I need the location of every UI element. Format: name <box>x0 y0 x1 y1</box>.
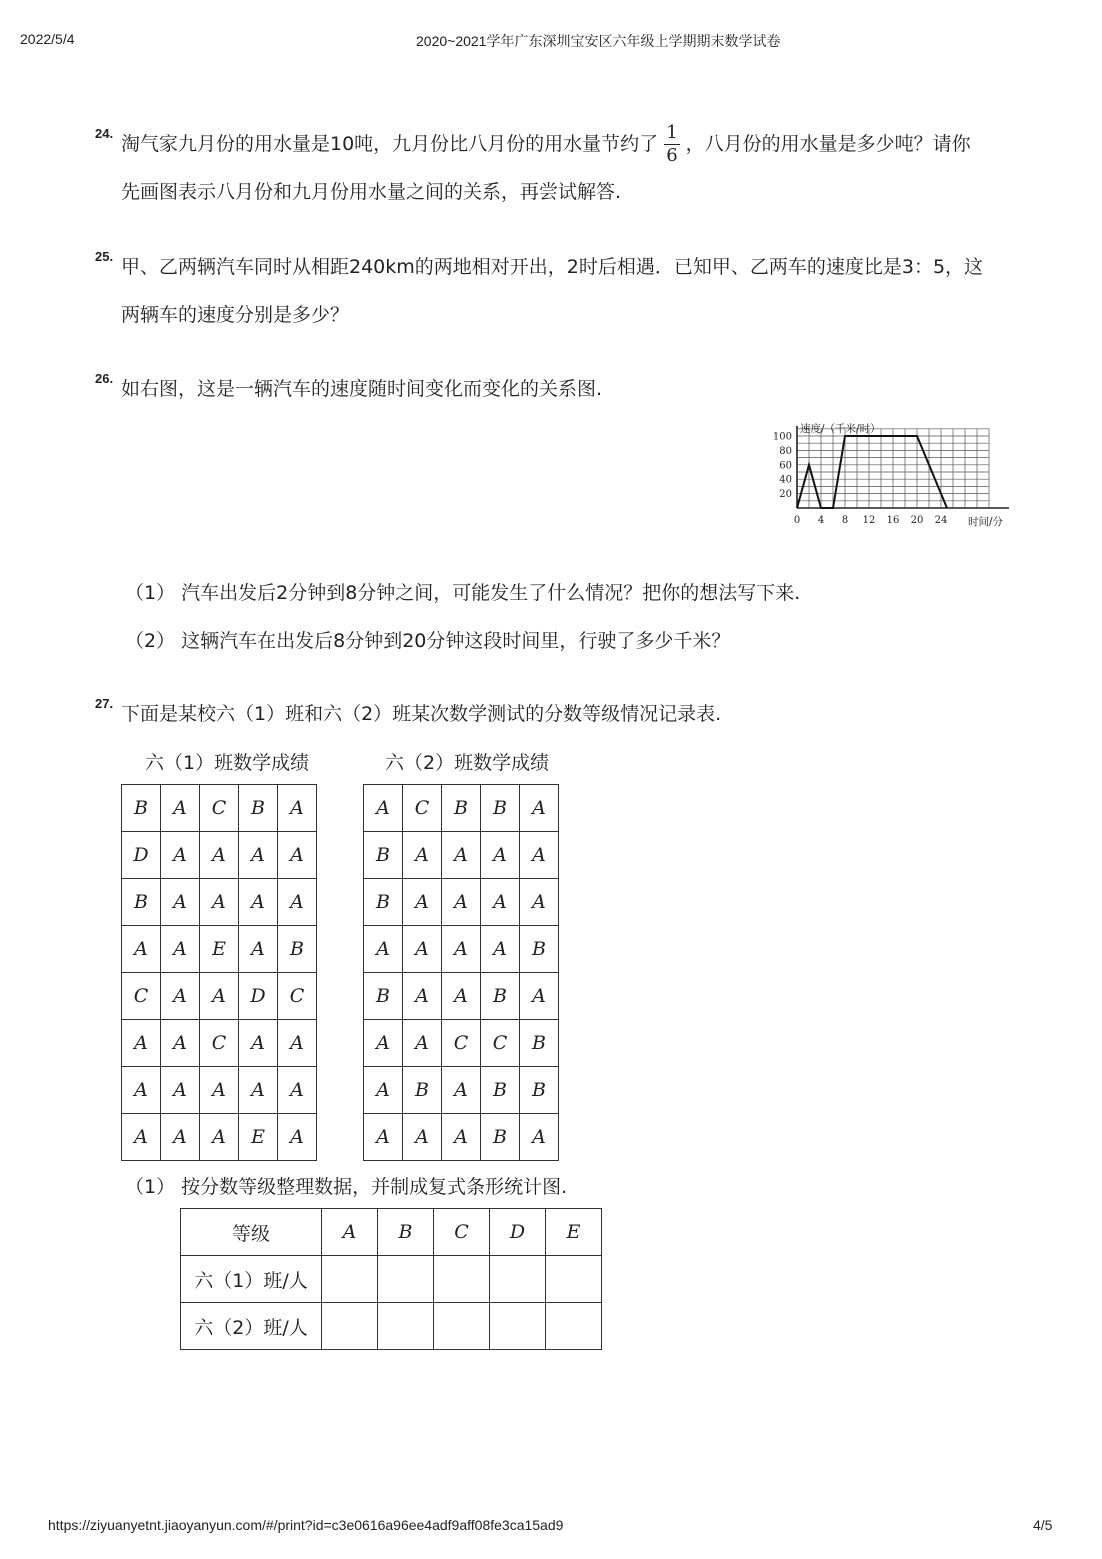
class2-cell: A <box>442 1067 481 1114</box>
question-text-part: 甲、乙两辆汽车同时从相距240km的两地相对开出，2时后相遇．已知甲、乙两车的速度比是3：5，这 <box>121 256 984 278</box>
x-axis-label: 时间/分 <box>968 516 1004 528</box>
question-number: 26. <box>95 371 114 386</box>
class2-cell: A <box>520 973 559 1020</box>
tally-blank-cell[interactable] <box>490 1303 546 1350</box>
class2-cell: A <box>481 832 520 879</box>
class2-cell: A <box>403 1020 442 1067</box>
question-number: 25. <box>95 249 114 264</box>
tally-grade-e: E <box>546 1209 602 1256</box>
class2-cell: B <box>520 1067 559 1114</box>
tally-blank-cell[interactable] <box>546 1303 602 1350</box>
class2-cell: B <box>364 832 403 879</box>
class2-cell: A <box>364 1020 403 1067</box>
class1-cell: B <box>239 785 278 832</box>
class1-cell: A <box>200 1114 239 1161</box>
question-text-part: 两辆车的速度分别是多少？ <box>121 304 350 326</box>
class1-cell: B <box>278 926 317 973</box>
class2-row <box>364 832 559 879</box>
class1-cell: A <box>122 926 161 973</box>
tally-row-label: 六（2）班/人 <box>181 1303 322 1350</box>
tally-row-class1 <box>181 1256 602 1303</box>
class2-cell: A <box>364 1114 403 1161</box>
class2-cell: B <box>364 879 403 926</box>
class1-cell: A <box>278 785 317 832</box>
class1-cell: A <box>122 1067 161 1114</box>
tally-blank-cell[interactable] <box>546 1256 602 1303</box>
class1-caption: 六（1）班数学成绩 <box>145 752 310 774</box>
class2-cell: B <box>481 973 520 1020</box>
question-text-part: ，八月份的用水量是多少吨？请你 <box>685 133 971 155</box>
class2-cell: A <box>364 1067 403 1114</box>
class1-cell: A <box>239 1067 278 1114</box>
class2-cell: A <box>442 973 481 1020</box>
question-26 <box>95 365 1015 413</box>
class1-row <box>122 832 317 879</box>
class2-row <box>364 1020 559 1067</box>
class1-cell: C <box>122 973 161 1020</box>
class2-cell: C <box>442 1020 481 1067</box>
x-tick-label: 20 <box>910 515 924 526</box>
y-tick-label: 40 <box>779 474 792 486</box>
class1-cell: A <box>161 1114 200 1161</box>
class1-cell: E <box>239 1114 278 1161</box>
question-25 <box>95 243 1015 339</box>
class2-row <box>364 973 559 1020</box>
class2-cell: A <box>481 926 520 973</box>
header-title: 2020~2021学年广东深圳宝安区六年级上学期期末数学试卷 <box>416 33 781 49</box>
tally-grade-a: A <box>322 1209 378 1256</box>
class2-cell: A <box>442 832 481 879</box>
class1-cell: A <box>239 1020 278 1067</box>
fraction-numerator: 1 <box>666 122 678 143</box>
class1-cell: A <box>278 1114 317 1161</box>
tally-grade-b: B <box>378 1209 434 1256</box>
x-tick-label: 12 <box>862 515 876 526</box>
class2-cell: A <box>442 926 481 973</box>
class2-cell: A <box>442 879 481 926</box>
class2-cell: B <box>442 785 481 832</box>
tally-blank-cell[interactable] <box>322 1256 378 1303</box>
class1-cell: A <box>200 832 239 879</box>
tally-grade-d: D <box>490 1209 546 1256</box>
tally-row-label: 六（1）班/人 <box>181 1256 322 1303</box>
fraction-denominator: 6 <box>666 145 678 166</box>
question-24 <box>95 120 1015 216</box>
class2-cell: A <box>364 926 403 973</box>
class2-cell: B <box>481 1114 520 1161</box>
tally-grade-c: C <box>434 1209 490 1256</box>
class2-row <box>364 785 559 832</box>
class2-cell: A <box>520 832 559 879</box>
footer-url[interactable]: https://ziyuanyetnt.jiaoyanyun.com/#/print?id=c3e0616a96ee4adf9aff08fe3ca15ad9 <box>48 1517 564 1533</box>
class2-cell: A <box>403 1114 442 1161</box>
grade-tally-table <box>180 1208 602 1350</box>
class1-cell: A <box>161 785 200 832</box>
q26-subquestion-1: （1） 汽车出发后2分钟到8分钟之间，可能发生了什么情况？把你的想法写下来. <box>125 582 801 604</box>
class1-cell: A <box>161 879 200 926</box>
class1-cell: C <box>200 1020 239 1067</box>
class1-cell: A <box>161 1020 200 1067</box>
class1-cell: C <box>200 785 239 832</box>
class2-cell: A <box>520 1114 559 1161</box>
y-tick-label: 20 <box>779 489 792 501</box>
tally-blank-cell[interactable] <box>378 1256 434 1303</box>
class1-row <box>122 973 317 1020</box>
class1-cell: A <box>278 1067 317 1114</box>
class2-row <box>364 926 559 973</box>
x-tick-label: 4 <box>817 515 825 526</box>
question-text <box>121 243 1015 339</box>
class2-row <box>364 1114 559 1161</box>
class2-cell: A <box>520 879 559 926</box>
class1-cell: A <box>122 1114 161 1161</box>
class1-row <box>122 879 317 926</box>
class2-row <box>364 879 559 926</box>
class1-row <box>122 1020 317 1067</box>
class1-cell: D <box>122 832 161 879</box>
class2-cell: C <box>481 1020 520 1067</box>
class2-row <box>364 1067 559 1114</box>
class1-cell: A <box>161 832 200 879</box>
class2-cell: B <box>481 785 520 832</box>
class2-cell: A <box>403 879 442 926</box>
tally-blank-cell[interactable] <box>378 1303 434 1350</box>
class2-cell: A <box>481 879 520 926</box>
tally-blank-cell[interactable] <box>434 1256 490 1303</box>
class1-cell: A <box>278 879 317 926</box>
class1-cell: A <box>239 926 278 973</box>
tally-header-row <box>181 1209 602 1256</box>
class2-cell: A <box>520 785 559 832</box>
class1-cell: A <box>200 1067 239 1114</box>
question-text-part: 淘气家九月份的用水量是10吨，九月份比八月份的用水量节约了 <box>121 133 659 155</box>
class2-cell: A <box>403 926 442 973</box>
y-tick-label: 60 <box>779 460 792 472</box>
class1-row <box>122 1067 317 1114</box>
class1-cell: B <box>122 879 161 926</box>
tally-row-class2 <box>181 1303 602 1350</box>
class2-cell: A <box>442 1114 481 1161</box>
class2-cell: A <box>403 973 442 1020</box>
x-tick-label: 0 <box>793 515 801 526</box>
header-date: 2022/5/4 <box>20 31 75 47</box>
y-axis-label: 速度/（千米/时） <box>800 423 881 435</box>
class2-cell: A <box>364 785 403 832</box>
class1-cell: A <box>278 832 317 879</box>
x-tick-label: 24 <box>934 515 948 526</box>
class1-cell: A <box>239 832 278 879</box>
question-text-part: 先画图表示八月份和九月份用水量之间的关系，再尝试解答. <box>121 181 622 203</box>
class1-cell: A <box>161 973 200 1020</box>
x-tick-label: 8 <box>841 515 849 526</box>
question-number: 24. <box>95 126 114 141</box>
tally-header-label: 等级 <box>181 1209 322 1256</box>
class1-cell: A <box>278 1020 317 1067</box>
class2-grades-table <box>363 784 559 1161</box>
speed-time-chart <box>765 418 1025 533</box>
tally-blank-cell[interactable] <box>490 1256 546 1303</box>
class2-caption: 六（2）班数学成绩 <box>385 752 550 774</box>
question-text: 如右图，这是一辆汽车的速度随时间变化而变化的关系图. <box>121 378 603 400</box>
class1-cell: E <box>200 926 239 973</box>
class1-row <box>122 926 317 973</box>
class2-cell: B <box>520 926 559 973</box>
y-tick-label: 80 <box>779 445 792 457</box>
chart-grid <box>797 429 989 508</box>
class1-cell: A <box>161 1067 200 1114</box>
class2-cell: B <box>520 1020 559 1067</box>
question-number: 27. <box>95 696 114 711</box>
class1-cell: A <box>161 926 200 973</box>
class2-cell: C <box>403 785 442 832</box>
class1-cell: D <box>239 973 278 1020</box>
class1-row <box>122 785 317 832</box>
class2-cell: A <box>403 832 442 879</box>
question-text <box>121 120 1015 216</box>
class1-cell: A <box>122 1020 161 1067</box>
class1-cell: A <box>200 973 239 1020</box>
class1-cell: B <box>122 785 161 832</box>
footer-page-number: 4/5 <box>1033 1517 1053 1533</box>
tally-blank-cell[interactable] <box>322 1303 378 1350</box>
y-tick-label: 100 <box>772 431 792 443</box>
tally-blank-cell[interactable] <box>434 1303 490 1350</box>
class1-cell: A <box>200 879 239 926</box>
q26-subquestion-2: （2） 这辆汽车在出发后8分钟到20分钟这段时间里，行驶了多少千米？ <box>125 630 731 652</box>
question-text: 下面是某校六（1）班和六（2）班某次数学测试的分数等级情况记录表. <box>121 703 722 725</box>
class2-cell: B <box>364 973 403 1020</box>
q27-subquestion-1: （1） 按分数等级整理数据，并制成复式条形统计图. <box>125 1176 568 1198</box>
class2-cell: B <box>481 1067 520 1114</box>
class1-cell: C <box>278 973 317 1020</box>
class1-cell: A <box>239 879 278 926</box>
question-27 <box>95 690 1015 738</box>
class1-row <box>122 1114 317 1161</box>
class1-grades-table <box>121 784 317 1161</box>
x-tick-label: 16 <box>886 515 900 526</box>
fraction <box>664 122 679 167</box>
class2-cell: B <box>403 1067 442 1114</box>
